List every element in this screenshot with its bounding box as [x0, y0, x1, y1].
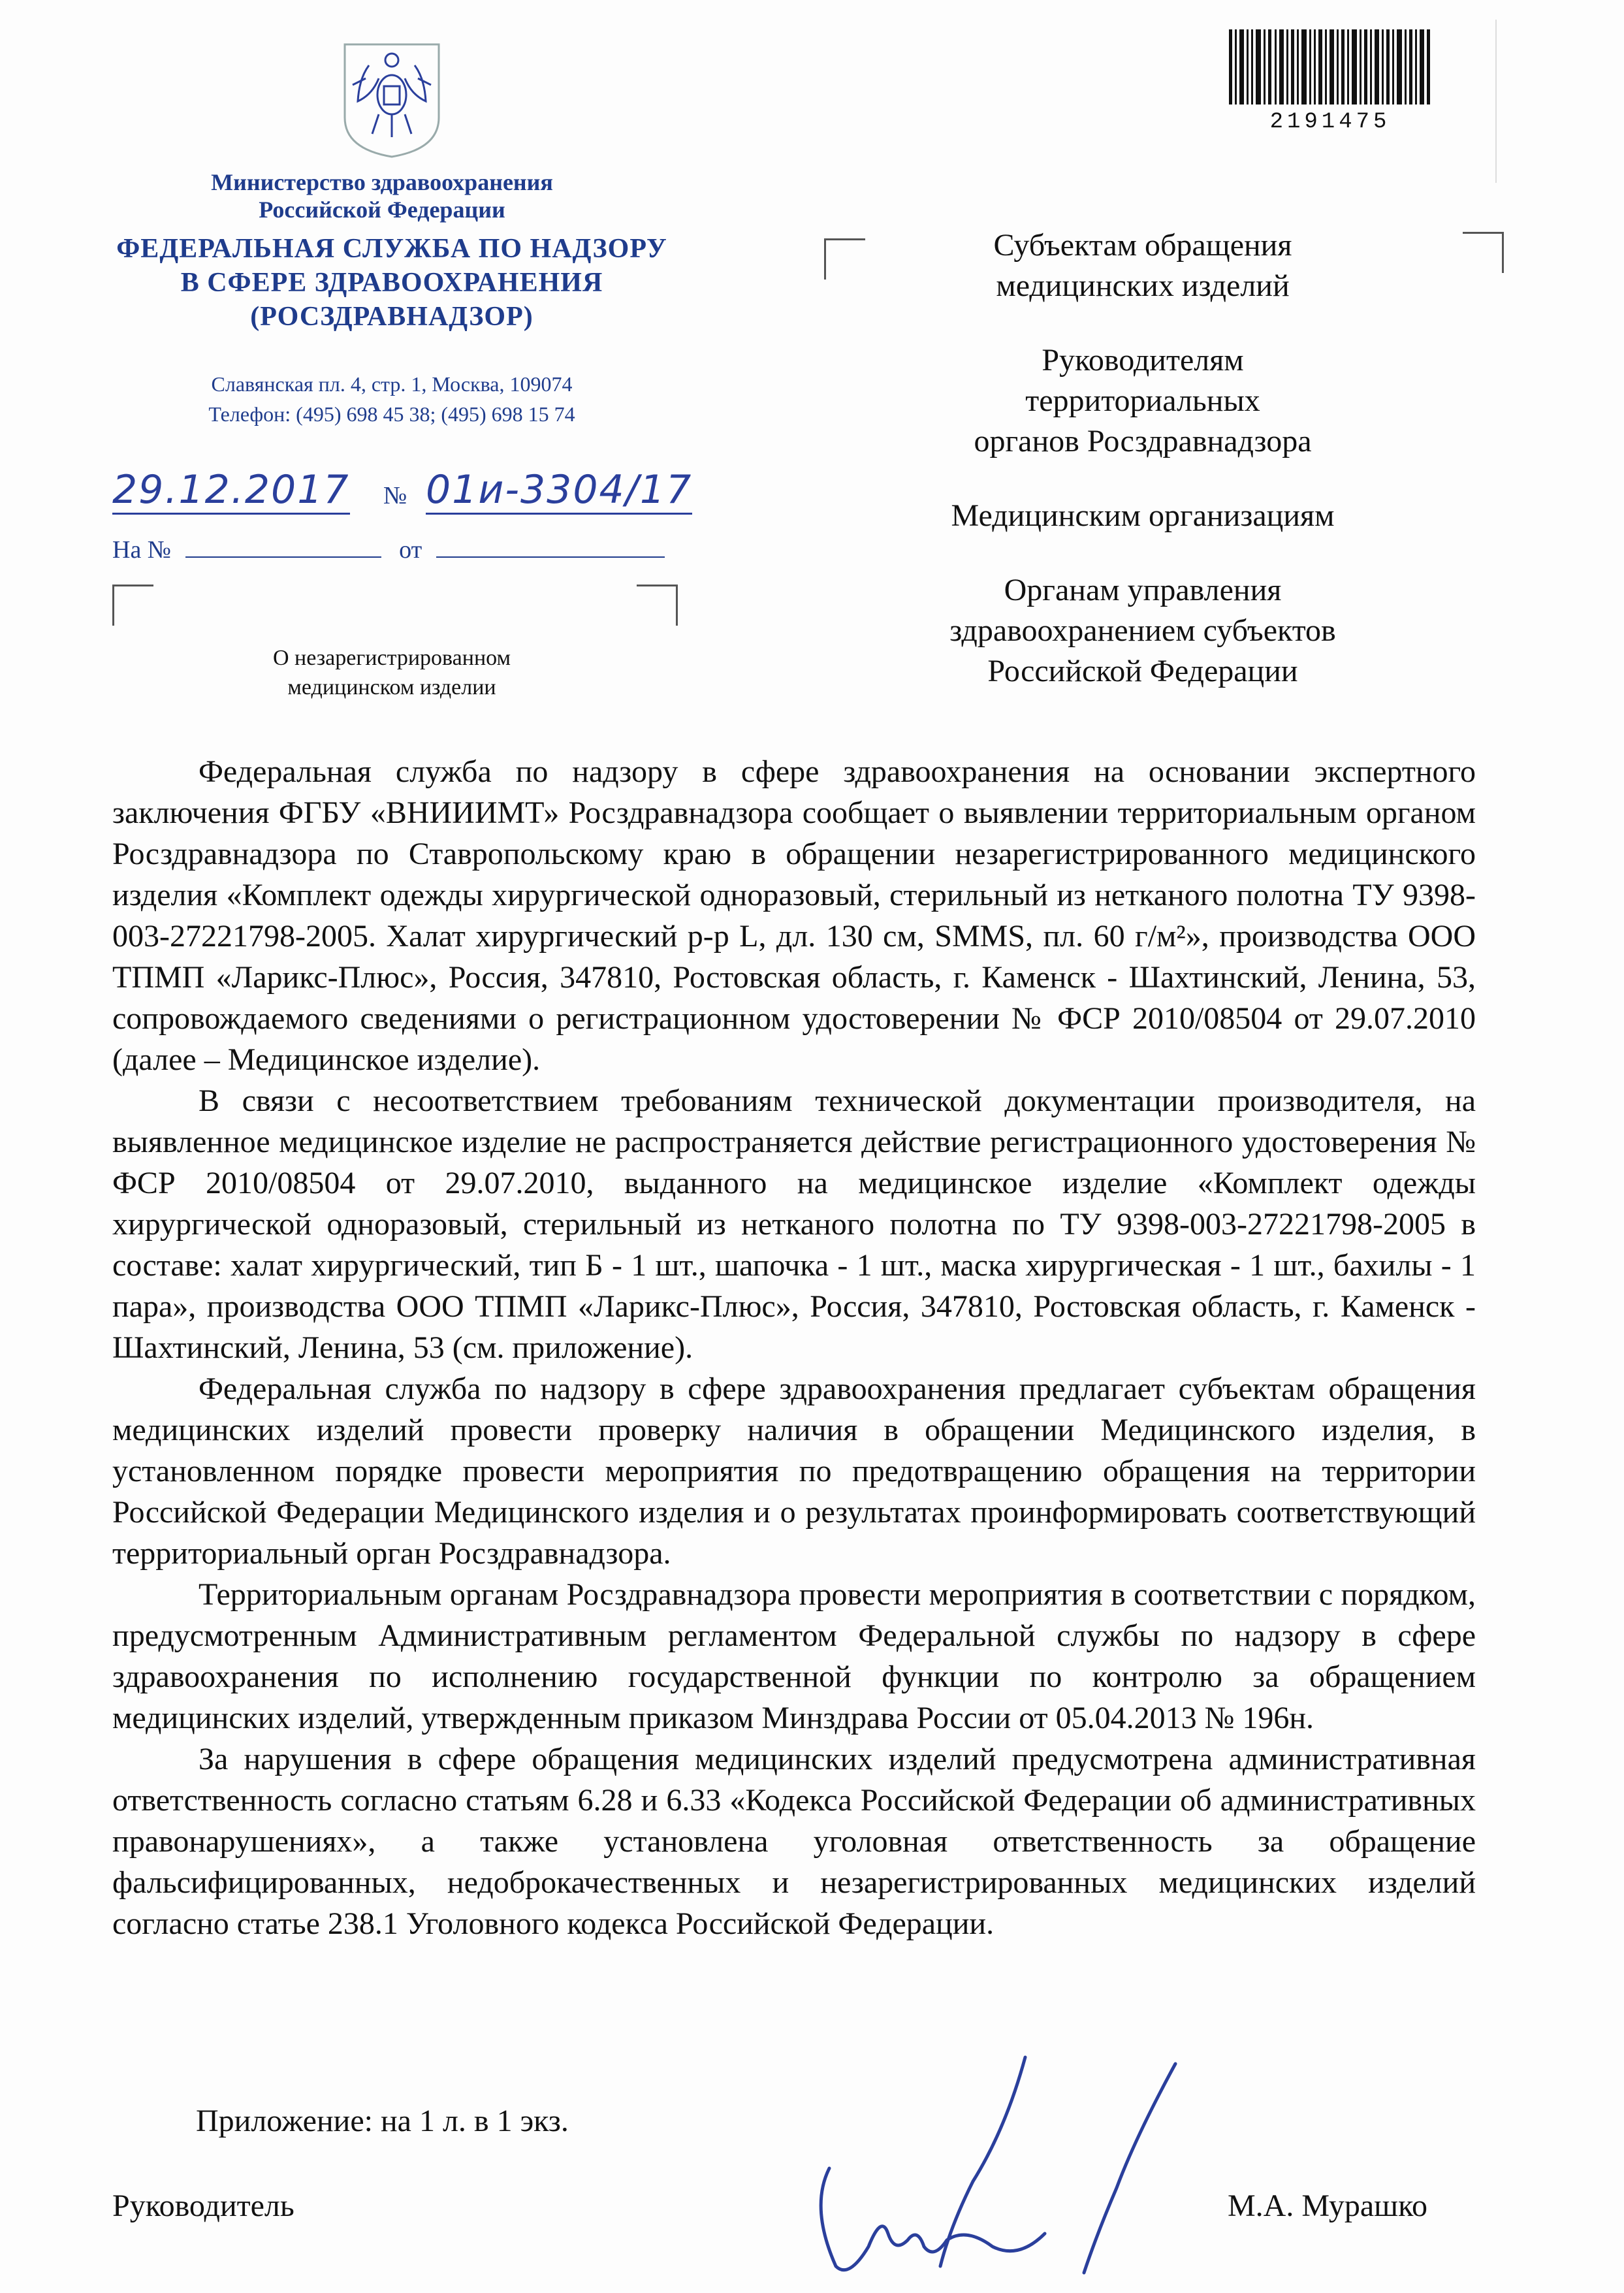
corner-bracket-left — [112, 585, 153, 626]
service-line-3: (РОСЗДРАВНАДЗОР) — [250, 302, 533, 332]
addressee-line: органов Росздравнадзора — [974, 424, 1312, 458]
addressee-line: территориальных — [1025, 383, 1260, 418]
addressee-item — [842, 570, 1443, 692]
registration-date: 29.12.2017 — [112, 467, 350, 515]
body-paragraph-4: Территориальным органам Росздравнадзора провести мероприятия в соответствии с порядком, предусмотренным Административным регламентом Федеральной службы по надзору в сфере здравоохранения по исполнению государственной функции по контролю за обращением медицинских изделий, утвержденным приказом Минздрава России от 05.04.2013 № 196н. — [112, 1577, 1476, 1735]
subject-line-1: О незарегистрированном — [272, 646, 511, 670]
addressee-item — [842, 340, 1443, 462]
addressee-line: Органам управления — [1004, 573, 1282, 607]
attachment-note: Приложение: на 1 л. в 1 экз. — [196, 2104, 569, 2138]
barcode-number: 2191475 — [1269, 110, 1391, 135]
ministry-line-1: Министерство здравоохранения — [211, 169, 553, 195]
registration-line — [112, 460, 700, 532]
service-name — [104, 232, 679, 334]
office-address — [131, 369, 653, 429]
handwritten-signature — [810, 2051, 1202, 2286]
letter-subject — [209, 643, 575, 702]
barcode-icon — [1229, 29, 1431, 104]
coat-of-arms-icon — [340, 39, 444, 160]
addressee-list — [842, 225, 1443, 726]
addressee-line: Субъектам обращения — [993, 228, 1292, 263]
number-sign: № — [383, 482, 407, 509]
from-date-blank — [436, 556, 665, 558]
address-line-2: Телефон: (495) 698 45 38; (495) 698 15 74 — [208, 402, 575, 426]
body-paragraph-2: В связи с несоответствием требованиям технической документации производителя, на выявленное медицинское изделие не распространяется действие регистрационного удостоверения № ФСР 2010/08504 от 29.07.2010, выданного на медицинское изделие «Комплект одежды хирургической одноразовый, стерильный из нетканого полотна по ТУ 9398-003-27221798-2005 в составе: халат хирургический, тип Б - 1 шт., шапочка - 1 шт., маска хирургическая - 1 шт., бахилы - 1 пара», производства ООО ТПМП «Ларикс-Плюс», Россия, 347810, Ростовская область, г. Каменск - Шахтинский, Ленина, 53 (см. приложение). — [112, 1083, 1476, 1365]
ministry-name — [150, 168, 614, 223]
addressee-line: здравоохранением субъектов — [949, 613, 1336, 648]
body-paragraph-1: Федеральная служба по надзору в сфере здравоохранения на основании экспертного заключения ФГБУ «ВНИИИМТ» Росздравнадзора сообщает о выявлении территориальным органом Росздравнадзора по Ставропольскому краю в обращении незарегистрированного медицинского изделия «Комплект одежды хирургической одноразовый, стерильный из нетканого полотна ТУ 9398-003-27221798-2005. Халат хирургический р-р L, дл. 130 см, SMMS, пл. 60 г/м²», производства ООО ТПМП «Ларикс-Плюс», Россия, 347810, Ростовская область, г. Каменск - Шахтинский, Ленина, 53, сопровождаемого сведениями о регистрационном удостоверении № ФСР 2010/08504 от 29.07.2010 (далее – Медицинское изделие). — [112, 754, 1476, 1077]
body-paragraph-5: За нарушения в сфере обращения медицинских изделий предусмотрена административная ответственность согласно статьям 6.28 и 6.33 «Кодекса Российской Федерации об административных правонарушениях», а также установлена уголовная ответственность за обращение фальсифицированных, недоброкачественных и незарегистрированных медицинских изделий согласно статье 238.1 Уголовного кодекса Российской Федерации. — [112, 1742, 1476, 1941]
reference-line — [112, 536, 700, 564]
corner-bracket-right — [637, 585, 678, 626]
addressee-item — [842, 496, 1443, 536]
registration-number: 01и-3304/17 — [426, 467, 692, 515]
addressee-line: Руководителям — [1042, 343, 1244, 377]
address-line-1: Славянская пл. 4, стр. 1, Москва, 109074 — [211, 372, 573, 396]
service-line-2: В СФЕРЕ ЗДРАВООХРАНЕНИЯ — [180, 268, 603, 298]
on-label: На № — [112, 536, 172, 564]
addressee-line: Российской Федерации — [987, 654, 1298, 688]
addressee-item — [842, 225, 1443, 306]
ministry-line-2: Российской Федерации — [259, 197, 505, 223]
on-number-blank — [185, 556, 381, 558]
signer-name: М.А. Мурашко — [1228, 2189, 1427, 2223]
service-line-1: ФЕДЕРАЛЬНАЯ СЛУЖБА ПО НАДЗОРУ — [116, 234, 667, 264]
addressee-line: Медицинским организациям — [951, 498, 1335, 533]
from-label: от — [399, 536, 422, 564]
body-paragraph-3: Федеральная служба по надзору в сфере здравоохранения предлагает субъектам обращения медицинских изделий провести проверку наличия в обращении Медицинского изделия, в установленном порядке провести мероприятия по предотвращению обращения на территории Российской Федерации Медицинского изделия и о результатах проинформировать соответствующий территориальный орган Росздравнадзора. — [112, 1371, 1476, 1571]
addressee-line: медицинских изделий — [996, 268, 1290, 303]
addressee-bracket-right — [1463, 232, 1504, 273]
subject-line-2: медицинском изделии — [287, 675, 496, 699]
letter-body — [112, 751, 1476, 1944]
signer-role: Руководитель — [112, 2189, 295, 2223]
